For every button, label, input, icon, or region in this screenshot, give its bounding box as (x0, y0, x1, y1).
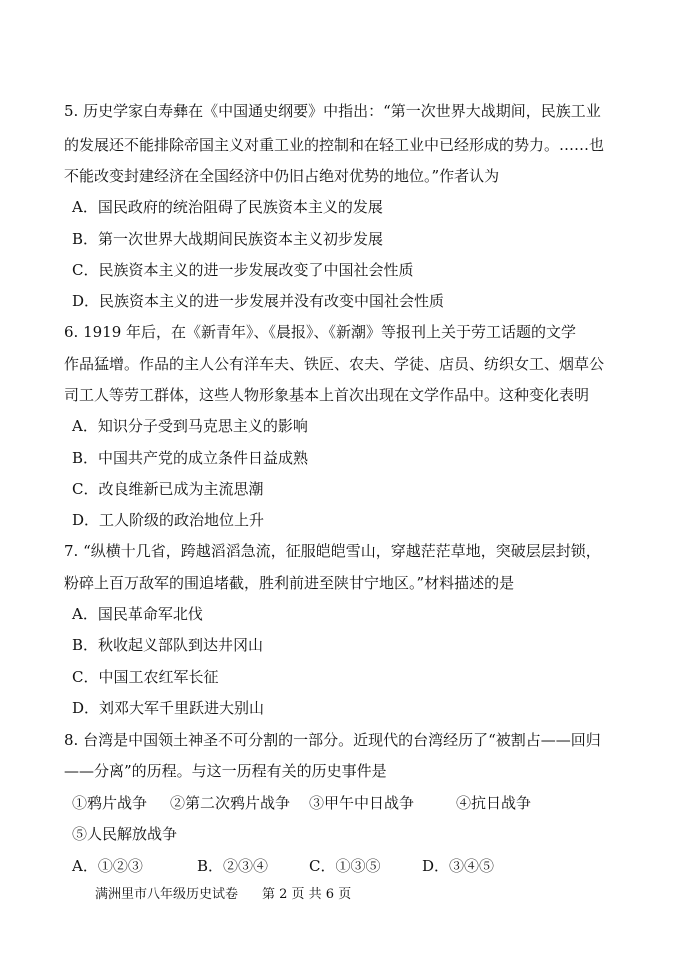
footer-exam-title: 满洲里市八年级历史试卷 (95, 887, 239, 902)
q6-stem-line-1: 6. 1919 年后，在《新青年》、《晨报》、《新潮》等报刊上关于劳工话题的文学 (64, 323, 577, 341)
q6-stem-line-3: 司工人等劳工群体，这些人物形象基本上首次出现在文学作品中。这种变化表明 (64, 386, 590, 404)
q7-option-c: C．中国工农红军长征 (72, 668, 219, 686)
q7-stem-line-2: 粉碎上百万敌军的围追堵截，胜利前进至陕甘宁地区。”材料描述的是 (64, 574, 515, 592)
q8-event-1: ①鸦片战争 (72, 794, 148, 812)
q8-event-2: ②第二次鸦片战争 (170, 794, 291, 812)
q8-event-4: ④抗日战争 (456, 794, 532, 812)
q7-option-b: B．秋收起义部队到达井冈山 (72, 636, 264, 654)
q8-choice-a: A．①②③ (72, 857, 143, 875)
q5-stem-line-1: 5. 历史学家白寿彝在《中国通史纲要》中指出：“第一次世界大战期间，民族工业 (64, 102, 601, 120)
q8-choice-c: C．①③⑤ (309, 857, 381, 875)
q5-option-c: C．民族资本主义的进一步发展改变了中国社会性质 (72, 261, 414, 279)
q8-choice-b: B．②③④ (197, 857, 269, 875)
q8-event-3: ③甲午中日战争 (309, 794, 415, 812)
footer-page-number: 第 2 页 共 6 页 (262, 887, 352, 902)
q6-option-c: C．改良维新已成为主流思潮 (72, 480, 264, 498)
q6-stem-line-2: 作品猛增。作品的主人公有洋车夫、铁匠、农夫、学徒、店员、纺织女工、烟草公 (64, 355, 605, 373)
q5-option-a: A．国民政府的统治阻碍了民族资本主义的发展 (72, 198, 383, 216)
q7-stem-line-1: 7. “纵横十几省，跨越滔滔急流，征服皑皑雪山，穿越茫茫草地，突破层层封锁， (64, 542, 601, 560)
q7-option-d: D．刘邓大军千里跃进大别山 (72, 699, 265, 717)
q6-option-b: B．中国共产党的成立条件日益成熟 (72, 449, 309, 467)
q8-stem-line-2: ——分离”的历程。与这一历程有关的历史事件是 (64, 762, 387, 780)
q5-stem-line-2: 的发展还不能排除帝国主义对重工业的控制和在轻工业中已经形成的势力。……也 (64, 136, 605, 154)
q7-option-a: A．国民革命军北伐 (72, 605, 203, 623)
q6-option-d: D．工人阶级的政治地位上升 (72, 511, 265, 529)
q8-stem-line-1: 8. 台湾是中国领土神圣不可分割的一部分。近现代的台湾经历了“被割占——回归 (64, 731, 601, 749)
q5-option-b: B．第一次世界大战期间民族资本主义初步发展 (72, 230, 384, 248)
q5-option-d: D．民族资本主义的进一步发展并没有改变中国社会性质 (72, 292, 445, 310)
q8-choice-d: D．③④⑤ (422, 857, 495, 875)
q8-event-5: ⑤人民解放战争 (72, 825, 178, 843)
q5-stem-line-3: 不能改变封建经济在全国经济中仍旧占绝对优势的地位。”作者认为 (64, 167, 500, 185)
q6-option-a: A．知识分子受到马克思主义的影响 (72, 417, 308, 435)
